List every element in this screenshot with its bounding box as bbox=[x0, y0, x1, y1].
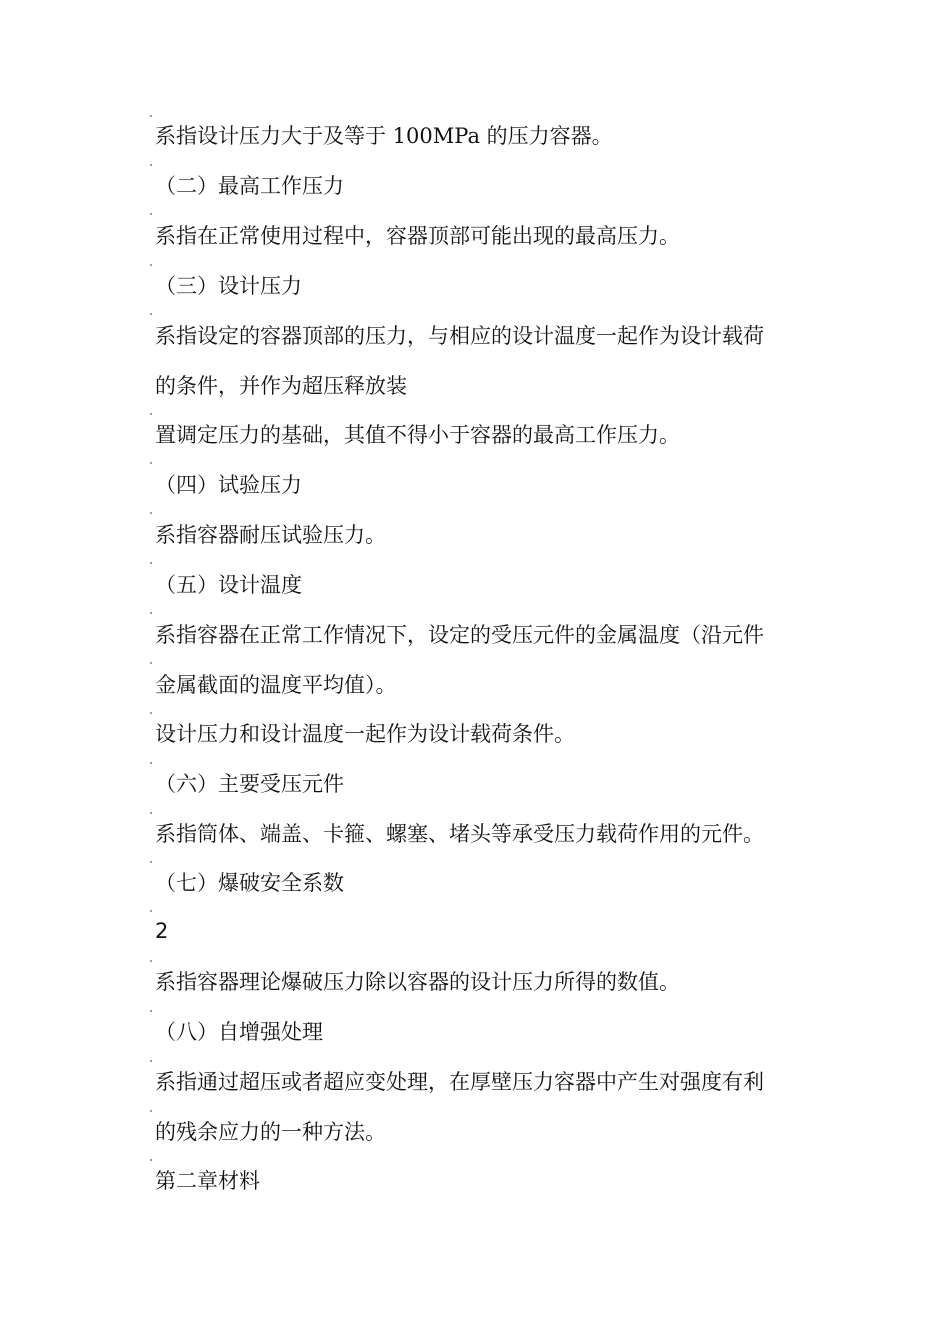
section-heading: （四）试验压力 bbox=[155, 473, 302, 497]
paragraph-mark bbox=[150, 313, 152, 315]
paragraph-mark bbox=[150, 612, 152, 614]
paragraph-mark bbox=[150, 1010, 152, 1012]
body-text-line: 系指在正常使用过程中，容器顶部可能出现的最高压力。 bbox=[155, 224, 680, 248]
section-heading: （三）设计压力 bbox=[155, 274, 302, 298]
section-heading: （七）爆破安全系数 bbox=[155, 871, 344, 895]
body-text-line: 系指筒体、端盖、卡箍、螺塞、堵头等承受压力载荷作用的元件。 bbox=[155, 822, 764, 846]
section-heading: （八）自增强处理 bbox=[155, 1020, 323, 1044]
paragraph-mark bbox=[150, 462, 152, 464]
body-text-line: 系指容器理论爆破压力除以容器的设计压力所得的数值。 bbox=[155, 970, 680, 994]
chapter-heading: 第二章材料 bbox=[155, 1169, 260, 1193]
section-heading: （二）最高工作压力 bbox=[155, 174, 344, 198]
paragraph-mark bbox=[150, 910, 152, 912]
body-text-line: 置调定压力的基础，其值不得小于容器的最高工作压力。 bbox=[155, 423, 680, 447]
paragraph-mark bbox=[150, 762, 152, 764]
body-text-line: 系指容器耐压试验压力。 bbox=[155, 523, 386, 547]
paragraph-mark bbox=[150, 960, 152, 962]
body-text-line: 系指容器在正常工作情况下，设定的受压元件的金属温度（沿元件 bbox=[155, 623, 764, 647]
paragraph-mark bbox=[150, 812, 152, 814]
body-text-line: 系指设计压力大于及等于 100MPa 的压力容器。 bbox=[155, 124, 613, 148]
paragraph-mark bbox=[150, 264, 152, 266]
body-text-line: 系指通过超压或者超应变处理，在厚壁压力容器中产生对强度有利 bbox=[155, 1070, 764, 1094]
paragraph-mark bbox=[150, 164, 152, 166]
body-text-line: 系指设定的容器顶部的压力，与相应的设计温度一起作为设计载荷 bbox=[155, 324, 764, 348]
paragraph-mark bbox=[150, 1159, 152, 1161]
paragraph-mark bbox=[150, 712, 152, 714]
body-text-line: 金属截面的温度平均值）。 bbox=[155, 673, 397, 697]
paragraph-mark bbox=[150, 512, 152, 514]
paragraph-mark bbox=[150, 115, 152, 117]
body-text-line: 设计压力和设计温度一起作为设计载荷条件。 bbox=[155, 722, 575, 746]
body-text-line: 的条件，并作为超压释放装 bbox=[155, 374, 407, 398]
paragraph-mark bbox=[150, 213, 152, 215]
paragraph-mark bbox=[150, 1110, 152, 1112]
stray-number: 2 bbox=[155, 919, 169, 943]
paragraph-mark bbox=[150, 662, 152, 664]
paragraph-mark bbox=[150, 1060, 152, 1062]
paragraph-mark bbox=[150, 562, 152, 564]
section-heading: （六）主要受压元件 bbox=[155, 772, 344, 796]
paragraph-mark bbox=[150, 413, 152, 415]
section-heading: （五）设计温度 bbox=[155, 573, 302, 597]
body-text-line: 的残余应力的一种方法。 bbox=[155, 1120, 386, 1144]
paragraph-mark bbox=[150, 861, 152, 863]
